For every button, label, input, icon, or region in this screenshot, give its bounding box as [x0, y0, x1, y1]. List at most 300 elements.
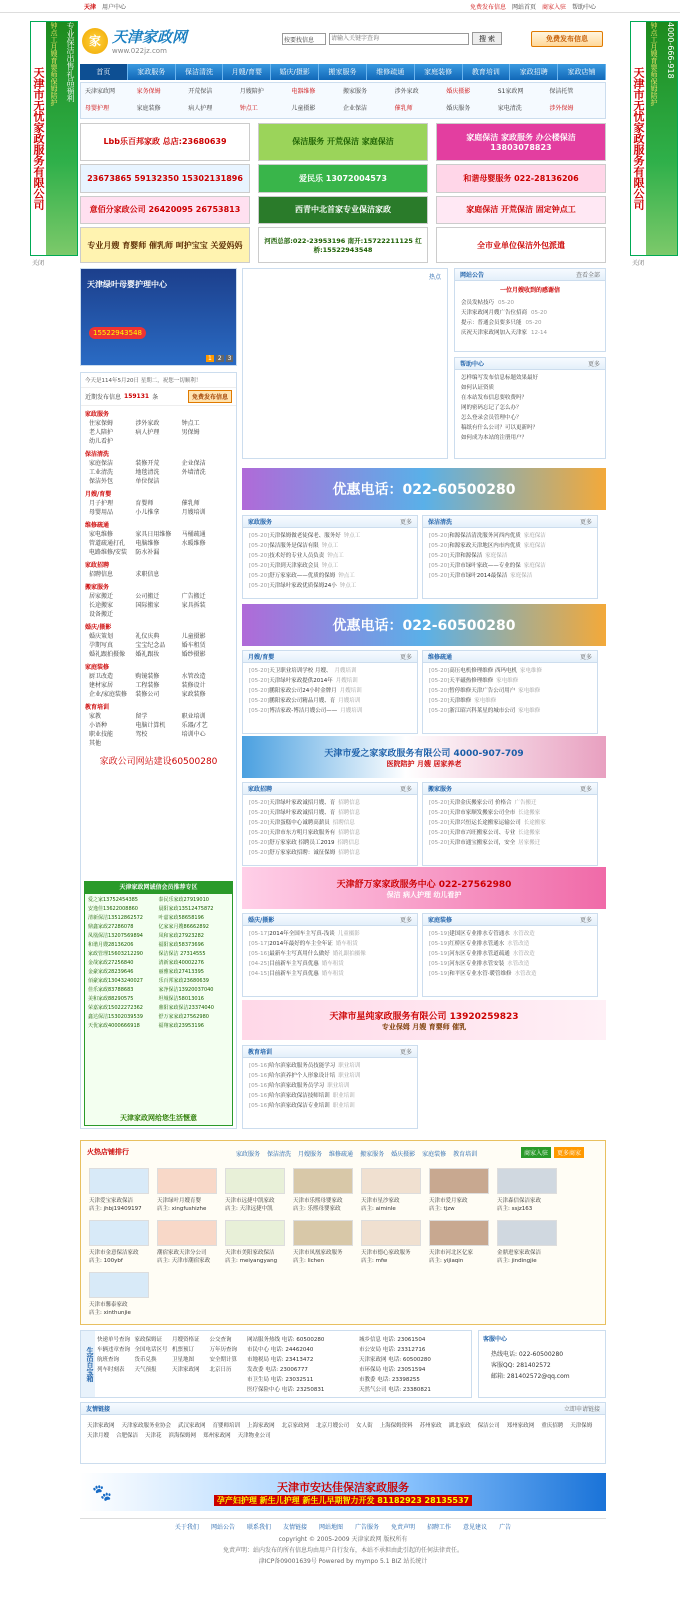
member-item[interactable]: 晨阳家政13512475872 [158, 906, 214, 912]
subnav-item[interactable]: 搬家服务 [342, 88, 367, 95]
shop-card[interactable] [89, 1168, 157, 1216]
friend-link[interactable]: 北京家政网 [281, 1423, 310, 1429]
life-link[interactable]: 天气预报 [134, 1367, 157, 1373]
category-item[interactable]: 驾校 [135, 731, 148, 738]
section-item[interactable] [423, 818, 597, 828]
category-title[interactable]: 教育培训 [85, 704, 110, 711]
category-item[interactable]: 水暖维修 [181, 540, 206, 547]
member-item[interactable]: 鼎阳家政保洁23374040 [158, 1005, 214, 1011]
friend-link[interactable]: 武汉家政网 [178, 1423, 206, 1429]
friend-link[interactable]: 重庆招聘 [541, 1423, 564, 1429]
category-item[interactable]: 宝宝纪念品 [135, 642, 166, 649]
slide-page-1[interactable]: 1 [208, 355, 212, 362]
section-more[interactable]: 更多 [579, 519, 592, 526]
help-item[interactable]: 在本站发布信息要收费吗？ [461, 395, 528, 401]
member-item[interactable]: 泰民乐家政27919010 [158, 897, 209, 903]
section-item[interactable] [423, 531, 597, 541]
nav-jiaoyu[interactable]: 教育培训 [463, 64, 511, 80]
notice-more[interactable]: 查看全部 [575, 272, 600, 279]
subnav-item[interactable]: 病人护理 [188, 105, 213, 112]
life-link[interactable]: 天津家政网 [172, 1367, 200, 1373]
friend-apply-button[interactable]: 立即申请链接 [563, 1406, 600, 1413]
category-item[interactable]: 职业技能 [89, 731, 114, 738]
shop-card[interactable] [293, 1220, 361, 1268]
footer-link[interactable]: 广告 [499, 1524, 512, 1531]
friend-link[interactable]: 上海保姆资料 [379, 1423, 413, 1429]
footer-link[interactable]: 关于我们 [174, 1524, 199, 1531]
section-item[interactable] [243, 808, 417, 818]
category-item[interactable]: 婚庆策划 [89, 633, 114, 640]
subnav-item[interactable]: 婚庆服务 [446, 105, 471, 112]
section-title[interactable]: 保洁清洗 [428, 519, 453, 526]
section-item[interactable] [243, 676, 417, 686]
help-item[interactable]: 怎样编写发布信息标题效果最好 [461, 375, 539, 381]
footer-link[interactable]: 广告服务 [355, 1524, 380, 1531]
top-link-help[interactable]: 帮助中心 [571, 3, 596, 11]
section-item[interactable] [243, 828, 417, 838]
nav-banjia[interactable]: 搬家服务 [319, 64, 367, 80]
friend-link[interactable]: 郑州家政网 [203, 1433, 231, 1439]
category-item[interactable]: 培训中心 [181, 731, 206, 738]
section-item[interactable] [423, 828, 597, 838]
shop-card[interactable] [361, 1220, 429, 1268]
category-item[interactable]: 月子护理 [89, 500, 114, 507]
section-item[interactable] [243, 571, 417, 581]
notice-item[interactable] [455, 318, 605, 328]
category-item[interactable]: 招聘信息 [89, 571, 114, 578]
member-item[interactable]: 鼎鑫家政27286078 [88, 924, 134, 930]
section-item[interactable] [243, 666, 417, 676]
category-item[interactable]: 男保姆 [181, 429, 200, 436]
section-item[interactable] [243, 838, 417, 848]
nav-jiazheng[interactable]: 家政服务 [128, 64, 176, 80]
section-item[interactable] [243, 686, 417, 696]
close-right-ad[interactable]: 关闭 [632, 260, 645, 267]
help-item[interactable]: 如何认证资质 [461, 385, 495, 391]
friend-link[interactable]: 上海家政网 [247, 1423, 275, 1429]
life-link[interactable]: 北京日历 [209, 1367, 232, 1373]
member-item[interactable]: 福阳家政58373696 [158, 942, 204, 948]
section-item[interactable] [423, 838, 597, 848]
shop-card[interactable] [293, 1168, 361, 1216]
subnav-item[interactable]: 月嫂陪护 [239, 88, 264, 95]
category-item[interactable]: 孕期写真 [89, 642, 114, 649]
category-item[interactable]: 电脑计算机 [135, 722, 166, 729]
right-float-ad[interactable] [630, 21, 678, 256]
category-item[interactable]: 购镜装修 [135, 673, 160, 680]
category-title[interactable]: 月嫂/育婴 [85, 491, 112, 498]
section-item[interactable] [243, 696, 417, 706]
help-item[interactable]: 稿纸有什么公司？可以更新吗？ [461, 425, 539, 431]
section-item[interactable] [423, 561, 597, 571]
life-link[interactable]: 万年历查询 [209, 1347, 238, 1353]
subnav-item[interactable]: 家务保姆 [136, 88, 161, 95]
subnav-item[interactable]: 涉外家政 [394, 88, 419, 95]
shop-tab[interactable]: 家政服务 [236, 1151, 261, 1158]
ad-banner[interactable] [80, 196, 250, 225]
section-more[interactable]: 更多 [579, 654, 592, 661]
member-item[interactable]: 保洁保洁 27314555 [158, 951, 206, 957]
category-item[interactable]: 工程装修 [135, 682, 160, 689]
section-item[interactable] [423, 949, 597, 959]
shop-card[interactable] [225, 1220, 293, 1268]
help-item[interactable]: 网的密码忘记了怎么办？ [461, 405, 522, 411]
section-item[interactable] [243, 949, 417, 959]
friend-link[interactable]: 湖北家政 [448, 1423, 471, 1429]
friend-link[interactable]: 天津月嫂 [87, 1433, 110, 1439]
life-link[interactable]: 月嫂资格证 [172, 1337, 200, 1343]
member-item[interactable]: 叶嘉家政58658196 [158, 915, 204, 921]
section-item[interactable] [243, 929, 417, 939]
category-item[interactable]: 家具日用维修 [135, 531, 172, 538]
category-item[interactable]: 地毯清洗 [135, 469, 160, 476]
ad-banner[interactable] [258, 227, 428, 263]
section-item[interactable] [423, 541, 597, 551]
member-item[interactable]: 家净保洁13920037040 [158, 987, 214, 993]
footer-link[interactable]: 网站公告 [210, 1524, 235, 1531]
life-link[interactable]: 航班查询 [97, 1357, 120, 1363]
member-item[interactable]: 家政管理15603212290 [88, 951, 143, 957]
life-link[interactable]: 公交查询 [209, 1337, 232, 1343]
friend-link[interactable]: 保洁公司 [477, 1423, 500, 1429]
friend-link[interactable]: 天津家政网 [87, 1423, 115, 1429]
nav-zhaopin[interactable]: 家政招聘 [510, 64, 558, 80]
shop-card[interactable] [429, 1220, 497, 1268]
category-item[interactable]: 水管改造 [181, 673, 206, 680]
category-item[interactable]: 礼仪庆典 [135, 633, 160, 640]
member-item[interactable]: 乐百邦家政23680639 [158, 978, 209, 984]
category-item[interactable]: 儿童摄影 [181, 633, 206, 640]
section-title[interactable]: 维修疏通 [428, 654, 453, 661]
ad-banner[interactable] [436, 227, 606, 263]
category-item[interactable]: 家政装修 [181, 691, 206, 698]
member-item[interactable]: 清新家政40002276 [158, 960, 204, 966]
publish-button[interactable]: 免费发布信息 [531, 31, 603, 47]
category-item[interactable]: 留学 [135, 713, 148, 720]
footer-link[interactable]: 友情链接 [282, 1524, 307, 1531]
section-title[interactable]: 月嫂/育婴 [248, 654, 275, 661]
subnav-item[interactable]: 企业保洁 [342, 105, 367, 112]
category-item[interactable]: 长途搬家 [89, 602, 114, 609]
life-link[interactable]: 安全期计算 [209, 1357, 238, 1363]
category-item[interactable]: 婚纱摄影 [181, 651, 206, 658]
member-item[interactable]: 和谐月嫂28136206 [88, 942, 134, 948]
shop-card[interactable] [225, 1168, 293, 1216]
bottom-banner[interactable] [80, 1473, 606, 1511]
category-title[interactable]: 家庭装修 [85, 664, 110, 671]
footer-link[interactable]: 网站地图 [318, 1524, 343, 1531]
nav-zhuangxiu[interactable]: 家庭装修 [415, 64, 463, 80]
subnav-item[interactable]: 催乳师 [394, 105, 413, 112]
subnav-item[interactable]: S1家政网 [497, 88, 524, 95]
category-item[interactable]: 求职信息 [135, 571, 160, 578]
shop-tab[interactable]: 教育培训 [453, 1151, 478, 1158]
site-logo[interactable] [82, 26, 187, 55]
subnav-item[interactable]: 家庭装修 [136, 105, 161, 112]
contact-mail[interactable]: 邮箱: 281402572@qq.com [491, 1373, 570, 1380]
category-item[interactable]: 育婴师 [135, 500, 154, 507]
friend-link[interactable]: 天津保姆 [570, 1423, 593, 1429]
slide-page-3[interactable]: 3 [227, 355, 232, 362]
section-title[interactable]: 家政服务 [248, 519, 273, 526]
ad-banner[interactable] [258, 196, 428, 225]
contact-qq[interactable]: 客服QQ: 281402572 [491, 1362, 551, 1369]
shop-tab[interactable]: 月嫂服务 [298, 1151, 323, 1158]
category-item[interactable]: 幼儿看护 [89, 438, 114, 445]
category-title[interactable]: 维修疏通 [85, 522, 110, 529]
section-item[interactable] [423, 808, 597, 818]
top-link-home[interactable]: 网站首页 [511, 3, 536, 11]
section-title[interactable]: 婚庆/摄影 [248, 917, 275, 924]
member-item[interactable]: 凤和家政27923282 [158, 933, 204, 939]
member-item[interactable]: 鑫达保洁15302039539 [88, 1014, 143, 1020]
section-item[interactable] [243, 959, 417, 969]
friend-link[interactable]: 郑州家政网 [506, 1423, 535, 1429]
shop-card[interactable] [157, 1168, 225, 1216]
category-item[interactable]: 居家搬迁 [89, 593, 114, 600]
section-item[interactable] [243, 848, 417, 858]
category-item[interactable]: 婚车租赁 [181, 642, 206, 649]
category-item[interactable]: 单位保洁 [135, 478, 160, 485]
section-item[interactable] [243, 798, 417, 808]
shop-tab[interactable]: 保洁清洗 [267, 1151, 292, 1158]
section-item[interactable] [243, 551, 417, 561]
notice-item[interactable] [455, 308, 605, 318]
shop-card[interactable] [361, 1168, 429, 1216]
category-title[interactable]: 家政招聘 [85, 562, 110, 569]
section-title[interactable]: 搬家服务 [428, 786, 453, 793]
category-item[interactable]: 乐器/才艺 [181, 722, 208, 729]
category-item[interactable]: 家具拆装 [181, 602, 206, 609]
category-item[interactable]: 母婴用品 [89, 509, 114, 516]
category-title[interactable]: 婚庆/摄影 [85, 624, 112, 631]
friend-link[interactable]: 北京月嫂公司 [316, 1423, 350, 1429]
shop-tab[interactable]: 搬家服务 [360, 1151, 385, 1158]
member-item[interactable]: 金豪家政28239646 [88, 969, 134, 975]
nav-yuesao[interactable]: 月嫂/育婴 [223, 64, 271, 80]
subnav-item[interactable]: 开荒保洁 [188, 88, 213, 95]
category-item[interactable]: 广告搬迁 [181, 593, 206, 600]
nav-baojie[interactable]: 保洁清洗 [176, 64, 224, 80]
category-item[interactable]: 其他 [89, 740, 102, 747]
ad-banner[interactable] [258, 164, 428, 193]
section-more[interactable]: 更多 [399, 519, 412, 526]
category-item[interactable]: 钟点工 [181, 420, 200, 427]
nav-weixiu[interactable]: 维修疏通 [367, 64, 415, 80]
notice-item[interactable] [455, 328, 605, 338]
nav-dianpu[interactable]: 家政店铺 [558, 64, 606, 80]
recent-publish-button[interactable]: 免费发布信息 [188, 390, 232, 403]
subnav-item[interactable]: 钟点工 [239, 105, 258, 112]
phone-banner-2[interactable] [242, 604, 606, 646]
subnav-item[interactable]: 涉外保姆 [549, 105, 574, 112]
notice-headline[interactable]: 一位月嫂收到的感谢信 [499, 287, 560, 294]
life-link[interactable]: 卫星地图 [172, 1357, 195, 1363]
section-title[interactable]: 家庭装修 [428, 917, 453, 924]
category-item[interactable]: 马桶疏通 [181, 531, 206, 538]
life-link[interactable]: 机票预订 [172, 1347, 195, 1353]
section-item[interactable] [243, 561, 417, 571]
shop-card[interactable] [497, 1220, 565, 1268]
member-item[interactable]: 佳乐家政83788683 [88, 987, 134, 993]
life-link[interactable]: 货币兑换 [134, 1357, 157, 1363]
category-item[interactable]: 公司搬迁 [135, 593, 160, 600]
category-item[interactable]: 月嫂培训 [181, 509, 206, 516]
section-more[interactable]: 更多 [399, 786, 412, 793]
ad-banner[interactable] [80, 227, 250, 263]
mid-banner-1[interactable] [242, 736, 606, 778]
ad-banner[interactable] [436, 123, 606, 161]
category-title[interactable]: 保洁清洗 [85, 451, 110, 458]
shop-tab[interactable]: 婚庆摄影 [391, 1151, 416, 1158]
category-item[interactable]: 家电维修 [89, 531, 114, 538]
shop-more-button[interactable]: 更多商家 [554, 1147, 584, 1158]
footer-link[interactable]: 意见建议 [463, 1524, 488, 1531]
category-item[interactable]: 老人陪护 [89, 429, 114, 436]
section-item[interactable] [243, 706, 417, 716]
category-item[interactable]: 装修开荒 [135, 460, 160, 467]
member-item[interactable]: 佰豪家政13043240027 [88, 978, 143, 984]
life-link[interactable]: 列车时刻表 [97, 1367, 125, 1373]
member-item[interactable]: 安逸佳13622008860 [88, 906, 138, 912]
left-ad-site[interactable]: 家政公司网站建设60500280 [99, 757, 218, 767]
category-title[interactable]: 搬家服务 [85, 584, 110, 591]
city[interactable]: 天津 [84, 3, 97, 11]
subnav-item[interactable]: 家电清洗 [497, 105, 522, 112]
category-item[interactable]: 职业培训 [181, 713, 206, 720]
section-item[interactable] [423, 798, 597, 808]
slideshow[interactable] [80, 268, 237, 366]
friend-link[interactable]: 滨海保姆网 [168, 1433, 197, 1439]
section-item[interactable] [423, 696, 597, 706]
category-item[interactable]: 工业清洗 [89, 469, 114, 476]
shop-join-button[interactable]: 商家入驻 [521, 1147, 551, 1158]
section-item[interactable] [243, 939, 417, 949]
section-item[interactable] [423, 686, 597, 696]
section-item[interactable] [423, 969, 597, 979]
category-item[interactable]: 催乳师 [181, 500, 200, 507]
category-item[interactable]: 厨卫改造 [89, 673, 114, 680]
close-left-ad[interactable]: 关闭 [32, 260, 45, 267]
section-item[interactable] [243, 1071, 417, 1081]
section-item[interactable] [243, 531, 417, 541]
friend-link[interactable]: 天津物业公司 [237, 1433, 271, 1439]
user-center-link[interactable]: 用户中心 [102, 3, 127, 11]
category-item[interactable]: 家庭保洁 [89, 460, 114, 467]
life-link[interactable]: 快递单号查询 [97, 1337, 131, 1343]
subnav-item[interactable]: 保洁托管 [549, 88, 574, 95]
slide-page-2[interactable]: 2 [217, 355, 222, 362]
search-input[interactable] [329, 33, 469, 45]
help-more[interactable]: 更多 [587, 361, 600, 368]
member-item[interactable]: 凤凰保洁13207569894 [88, 933, 143, 939]
member-item[interactable]: 福翔家政23953196 [158, 1023, 204, 1029]
subnav-item[interactable]: 电器维修 [291, 88, 316, 95]
category-item[interactable]: 涉外家政 [135, 420, 160, 427]
section-item[interactable] [423, 706, 597, 716]
section-more[interactable]: 更多 [579, 917, 592, 924]
member-item[interactable]: 爱之家13752454385 [88, 897, 138, 903]
search-button[interactable]: 搜 索 [472, 32, 502, 45]
category-item[interactable]: 小语种 [89, 722, 108, 729]
top-link-merchant[interactable]: 商家入驻 [541, 3, 566, 11]
section-title[interactable]: 教育培训 [248, 1049, 273, 1056]
friend-link[interactable]: 苏州家政 [419, 1423, 442, 1429]
friend-link[interactable]: 天津家政服务业协会 [121, 1423, 172, 1429]
left-float-ad[interactable] [30, 21, 78, 256]
category-item[interactable]: 装修公司 [135, 691, 160, 698]
category-item[interactable]: 企业/家庭装修 [89, 691, 128, 698]
life-link[interactable]: 全国电话区号 [134, 1347, 168, 1353]
section-title[interactable]: 家政招聘 [248, 786, 273, 793]
shop-tab[interactable]: 家庭装修 [422, 1151, 447, 1158]
life-link[interactable]: 车辆违章查询 [97, 1347, 131, 1353]
help-item[interactable]: 如何成为本站的注册用户？ [461, 435, 528, 441]
section-more[interactable]: 更多 [399, 917, 412, 924]
category-item[interactable]: 家教 [89, 713, 102, 720]
section-item[interactable] [243, 818, 417, 828]
shop-card[interactable] [497, 1168, 565, 1216]
shop-tab[interactable]: 维修疏通 [329, 1151, 354, 1158]
mid-banner-2[interactable] [242, 867, 606, 909]
category-item[interactable]: 病人护理 [135, 429, 160, 436]
ad-banner[interactable] [80, 123, 250, 161]
nav-home[interactable]: 首页 [80, 64, 128, 80]
friend-link[interactable]: 育婴师培训 [212, 1423, 241, 1429]
category-item[interactable]: 建材家居 [89, 682, 114, 689]
category-item[interactable]: 保洁外包 [89, 478, 114, 485]
category-item[interactable]: 国际搬家 [135, 602, 160, 609]
member-item[interactable]: 清新保洁13512862572 [88, 915, 143, 921]
shop-card[interactable] [89, 1220, 157, 1268]
subnav-item[interactable]: 天津家政网 [85, 88, 116, 95]
phone-banner-1[interactable] [242, 468, 606, 510]
section-more[interactable]: 更多 [399, 654, 412, 661]
category-item[interactable]: 小儿推拿 [135, 509, 160, 516]
section-item[interactable] [243, 541, 417, 551]
section-item[interactable] [243, 1091, 417, 1101]
top-link-publish[interactable]: 免费发布信息 [469, 3, 506, 11]
shop-card[interactable] [157, 1220, 225, 1268]
section-more[interactable]: 更多 [399, 1049, 412, 1056]
help-item[interactable]: 怎么登录会员管理中心？ [461, 415, 522, 421]
section-item[interactable] [423, 571, 597, 581]
ad-banner[interactable] [436, 164, 606, 193]
subnav-item[interactable]: 儿童摄影 [291, 105, 316, 112]
section-more[interactable]: 更多 [579, 786, 592, 793]
footer-link[interactable]: 招聘工作 [427, 1524, 452, 1531]
subnav-item[interactable]: 婚庆摄影 [446, 88, 471, 95]
section-item[interactable] [243, 1101, 417, 1111]
category-title[interactable]: 家政服务 [85, 411, 110, 418]
shop-card[interactable] [89, 1272, 157, 1320]
ad-banner[interactable] [80, 164, 250, 193]
friend-link[interactable]: 天津花 [145, 1433, 162, 1439]
life-link[interactable]: 家政保姆证 [134, 1337, 163, 1343]
category-item[interactable]: 婚礼跟拍摄像 [89, 651, 126, 658]
category-item[interactable]: 防水补漏 [135, 549, 160, 556]
section-item[interactable] [423, 959, 597, 969]
category-item[interactable]: 婚礼跟妆 [135, 651, 160, 658]
member-item[interactable]: 天优家政4000666918 [88, 1023, 140, 1029]
section-item[interactable] [423, 666, 597, 676]
section-item[interactable] [243, 1061, 417, 1071]
category-item[interactable]: 企业保洁 [181, 460, 206, 467]
search-type-select[interactable]: 按要找信息 [282, 33, 326, 45]
member-item[interactable]: 亿家家月嫂86662892 [158, 924, 209, 930]
section-item[interactable] [243, 969, 417, 979]
nav-hunqing[interactable]: 婚庆/摄影 [271, 64, 319, 80]
